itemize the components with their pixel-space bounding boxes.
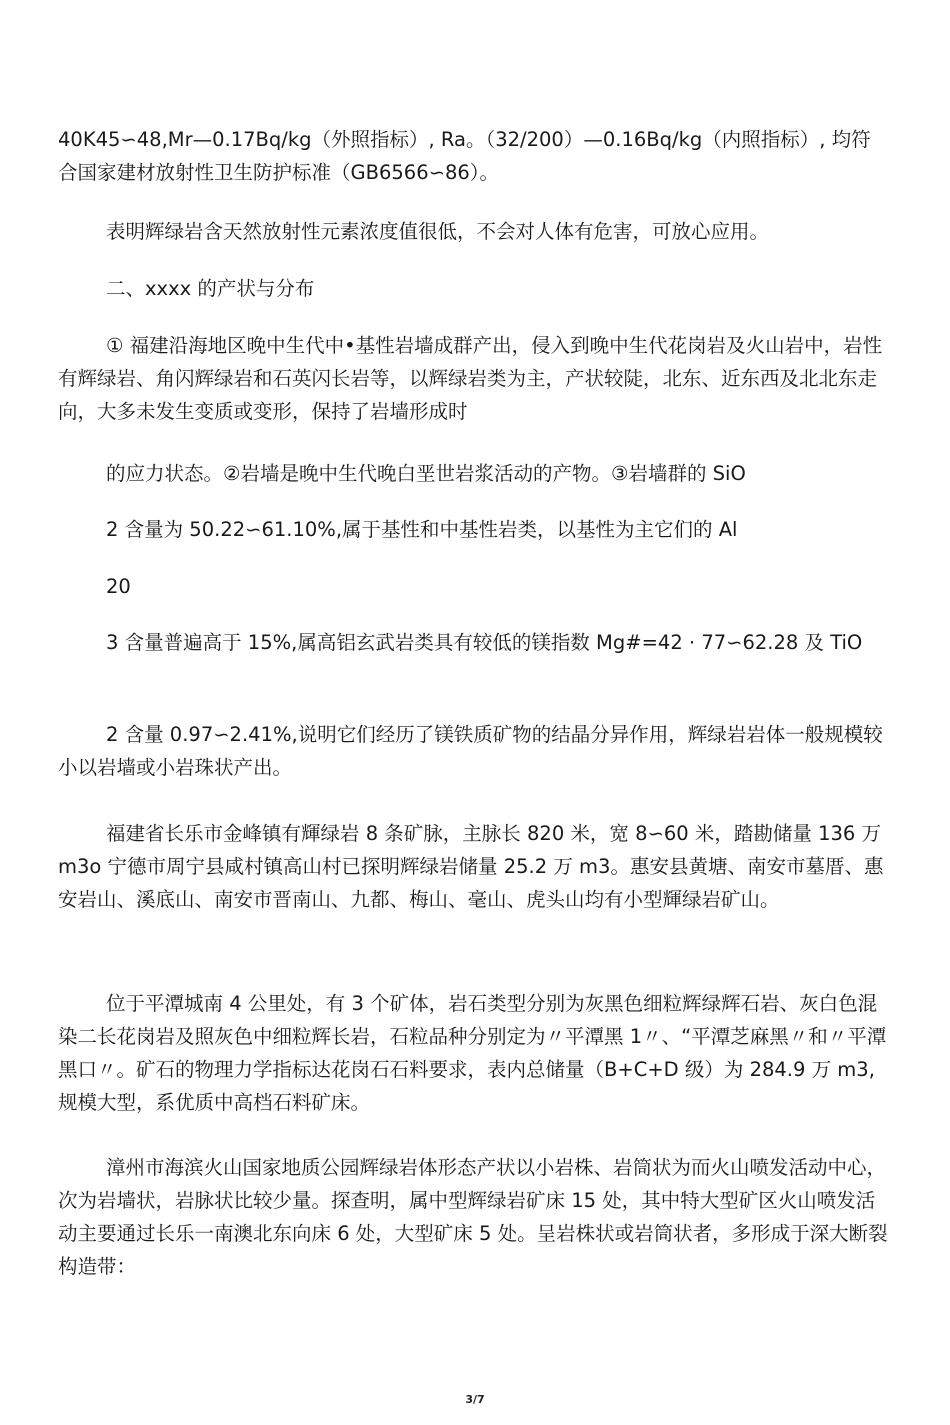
paragraph-al2o3-content: 3 含量普遍高于 15%,属高铝玄武岩类具有较低的镁指数 Mg#=42 · 77∽62.28 及 TiO bbox=[106, 631, 863, 654]
page-number: 3/7 bbox=[465, 1393, 485, 1406]
paragraph-changle-deposits: 福建省长乐市金峰镇有輝绿岩 8 条矿脉，主脉长 820 米，宽 8∽60 米，踏勘储量 136 万 m3o 宁德市周宁县咸村镇高山村已探明辉绿岩储量 25.2 万 m3。惠安县黄塘、南安市墓厝、惠安岩山、溪底山、南安市晋南山、九都、梅山、毫山、虎头山均有小型輝绿岩矿山。 bbox=[58, 822, 884, 911]
paragraph-tio2-content: 2 含量 0.97∽2.41%,说明它们经历了镁铁质矿物的结晶分异作用，辉绿岩岩体一般规模较小以岩墙或小岩珠状产出。 bbox=[58, 723, 883, 779]
paragraph-radioactivity-values: 40K45∽48,Mr—0.17Bq/kg（外照指标）, Ra。（32/200）—0.16Bq/kg（内照指标）, 均符合国家建材放射性卫生防护标准（GB6566∽86）。 bbox=[58, 128, 871, 184]
paragraph-pingtan-deposits: 位于平潭城南 4 公里处，有 3 个矿体，岩石类型分别为灰黑色细粒辉绿辉石岩、灰白色混染二长花岗岩及照灰色中细粒辉长岩，石粒品种分别定为〃平潭黑 1〃、“平潭芝麻黑〃和〃平潭黑口〃。矿石的物理力学指标达花岗石石料要求，表内总储量（B+C+D 级）为 284.9 万 m3,规模大型，系优质中高档石料矿床。 bbox=[58, 992, 887, 1114]
paragraph-sio2-content: 2 含量为 50.22∽61.10%,属于基性和中基性岩类，以基性为主它们的 Al bbox=[106, 518, 738, 541]
paragraph-stress-state: 的应力状态。②岩墙是晚中生代晚白垩世岩浆活动的产物。③岩墙群的 SiO bbox=[106, 462, 746, 485]
paragraph-zhangzhou-geopark: 漳州市海滨火山国家地质公园辉绿岩体形态产状以小岩株、岩筒状为而火山喷发活动中心，次为岩墙状，岩脉状比较少量。探查明，属中型辉绿岩矿床 15 处，其中特大型矿区火山喷发活动主要通过长乐一南澳北东向床 6 处，大型矿床 5 处。呈岩株状或岩筒状者，多形成于深大断裂构造带： bbox=[58, 1156, 888, 1278]
paragraph-radioactivity-conclusion: 表明辉绿岩含天然放射性元素浓度值很低，不会对人体有危害，可放心应用。 bbox=[106, 220, 770, 243]
paragraph-subscript-fragment: 20 bbox=[106, 575, 131, 598]
paragraph-fujian-dikes: ① 福建沿海地区晚中生代中•基性岩墙成群产出，侵入到晚中生代花岗岩及火山岩中，岩性有辉绿岩、角闪辉绿岩和石英闪长岩等，以辉绿岩类为主，产状较陡，北东、近东西及北北东走向，大多未发生变质或变形，保持了岩墙形成时 bbox=[58, 334, 883, 423]
section-heading-occurrence: 二、xxxx 的产状与分布 bbox=[106, 277, 315, 300]
